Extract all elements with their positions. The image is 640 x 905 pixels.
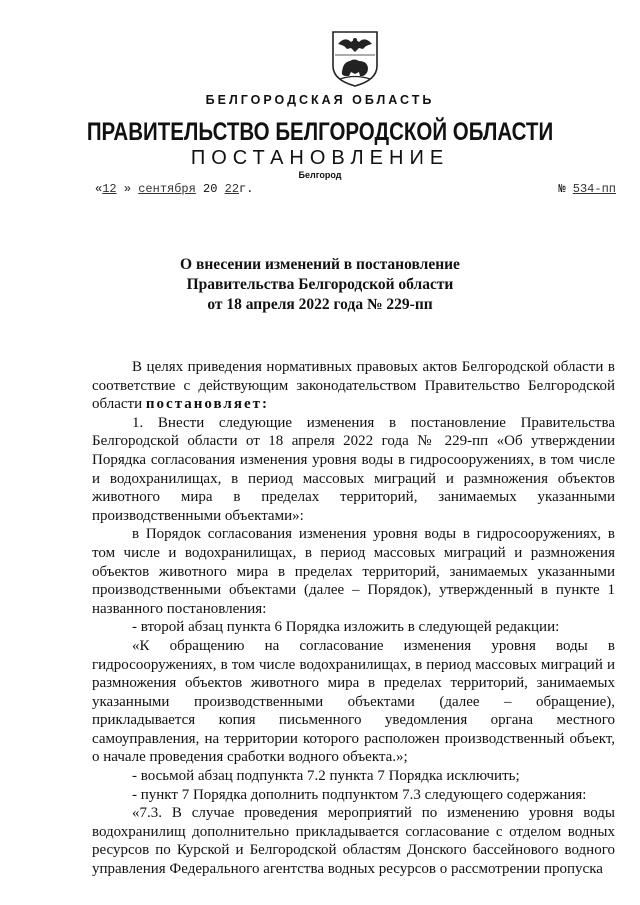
resolution-verb: постановляет: — [145, 396, 269, 413]
region-name: БЕЛГОРОДСКАЯ ОБЛАСТЬ — [205, 93, 435, 107]
city-name: Белгород — [298, 170, 342, 180]
date-year-prefix: 20 — [203, 182, 218, 196]
document-title — [0, 255, 640, 315]
date-day: 12 — [102, 182, 117, 196]
document-number — [558, 182, 616, 196]
date-end: г. — [239, 182, 254, 196]
paragraph: «7.3. В случае проведения мероприятий по изменению уровня воды водохранилищ дополнительно прикладывается согласование с отделом водных ресурсов по Курской и Белгородской областям Донского бассейнового водного управления Федерального агентства водных ресурсов о рассмотрении пропуска — [92, 805, 615, 878]
date-year: 22 — [224, 182, 240, 196]
title-line: О внесении изменений в постановление — [180, 256, 460, 273]
document-body — [92, 358, 615, 879]
paragraph — [92, 358, 615, 414]
title-line: Правительства Белгородской области — [186, 276, 454, 293]
date-month: сентября — [138, 182, 196, 196]
date-open: « — [95, 182, 103, 196]
paragraph: в Порядок согласования изменения уровня воды в гидросооружениях, в том числе и водохранилищах, в период массовых миграций и размножения объектов животного мира в пределах территорий, занимаемых указанными производственными объектами (далее – Порядок), утвержденный в пункте 1 названного постановления: — [92, 526, 615, 617]
paragraph: 1. Внести следующие изменения в постановление Правительства Белгородской области от 18 апреля 2022 года № 229-пп «Об утверждении Порядка согласования изменения уровня воды в гидросооружениях, в том числе и водохранилищах, в период массовых миграций и размножения объектов животного мира в пределах территорий, занимаемых указанными производственными объектами»: — [92, 414, 615, 524]
paragraph: - восьмой абзац подпункта 7.2 пункта 7 Порядка исключить; — [132, 768, 520, 785]
document-type: ПОСТАНОВЛЕНИЕ — [190, 147, 450, 169]
belgorod-coat-of-arms-icon — [330, 30, 380, 88]
paragraph-text: В целях приведения нормативных правовых актов Белгородской области в соответствие с действующим законодательством Правительство Белгородской области — [92, 359, 615, 413]
paragraph: «К обращению на согласование изменения уровня воды в гидросооружениях, в том числе водохранилищах, в период массовых миграций и размножения объектов животного мира в пределах территорий, занимаемых указанными производственными объектами (далее – обращение), прикладывается копия письменного уведомления органа местного самоуправления, на территории которого расположен производственный объект, о начале проведения сработки водного объекта.»; — [92, 637, 615, 766]
title-line: от 18 апреля 2022 года № 229-пп — [207, 296, 433, 313]
paragraph: - пункт 7 Порядка дополнить подпунктом 7.3 следующего содержания: — [132, 786, 587, 803]
number-label: № — [558, 182, 566, 196]
number-value: 534-пп — [572, 182, 616, 196]
document-date — [95, 182, 253, 196]
government-name: ПРАВИТЕЛЬСТВО БЕЛГОРОДСКОЙ ОБЛАСТИ — [86, 118, 554, 146]
paragraph: - второй абзац пункта 6 Порядка изложить в следующей редакции: — [132, 619, 560, 636]
date-mid: » — [123, 182, 132, 196]
